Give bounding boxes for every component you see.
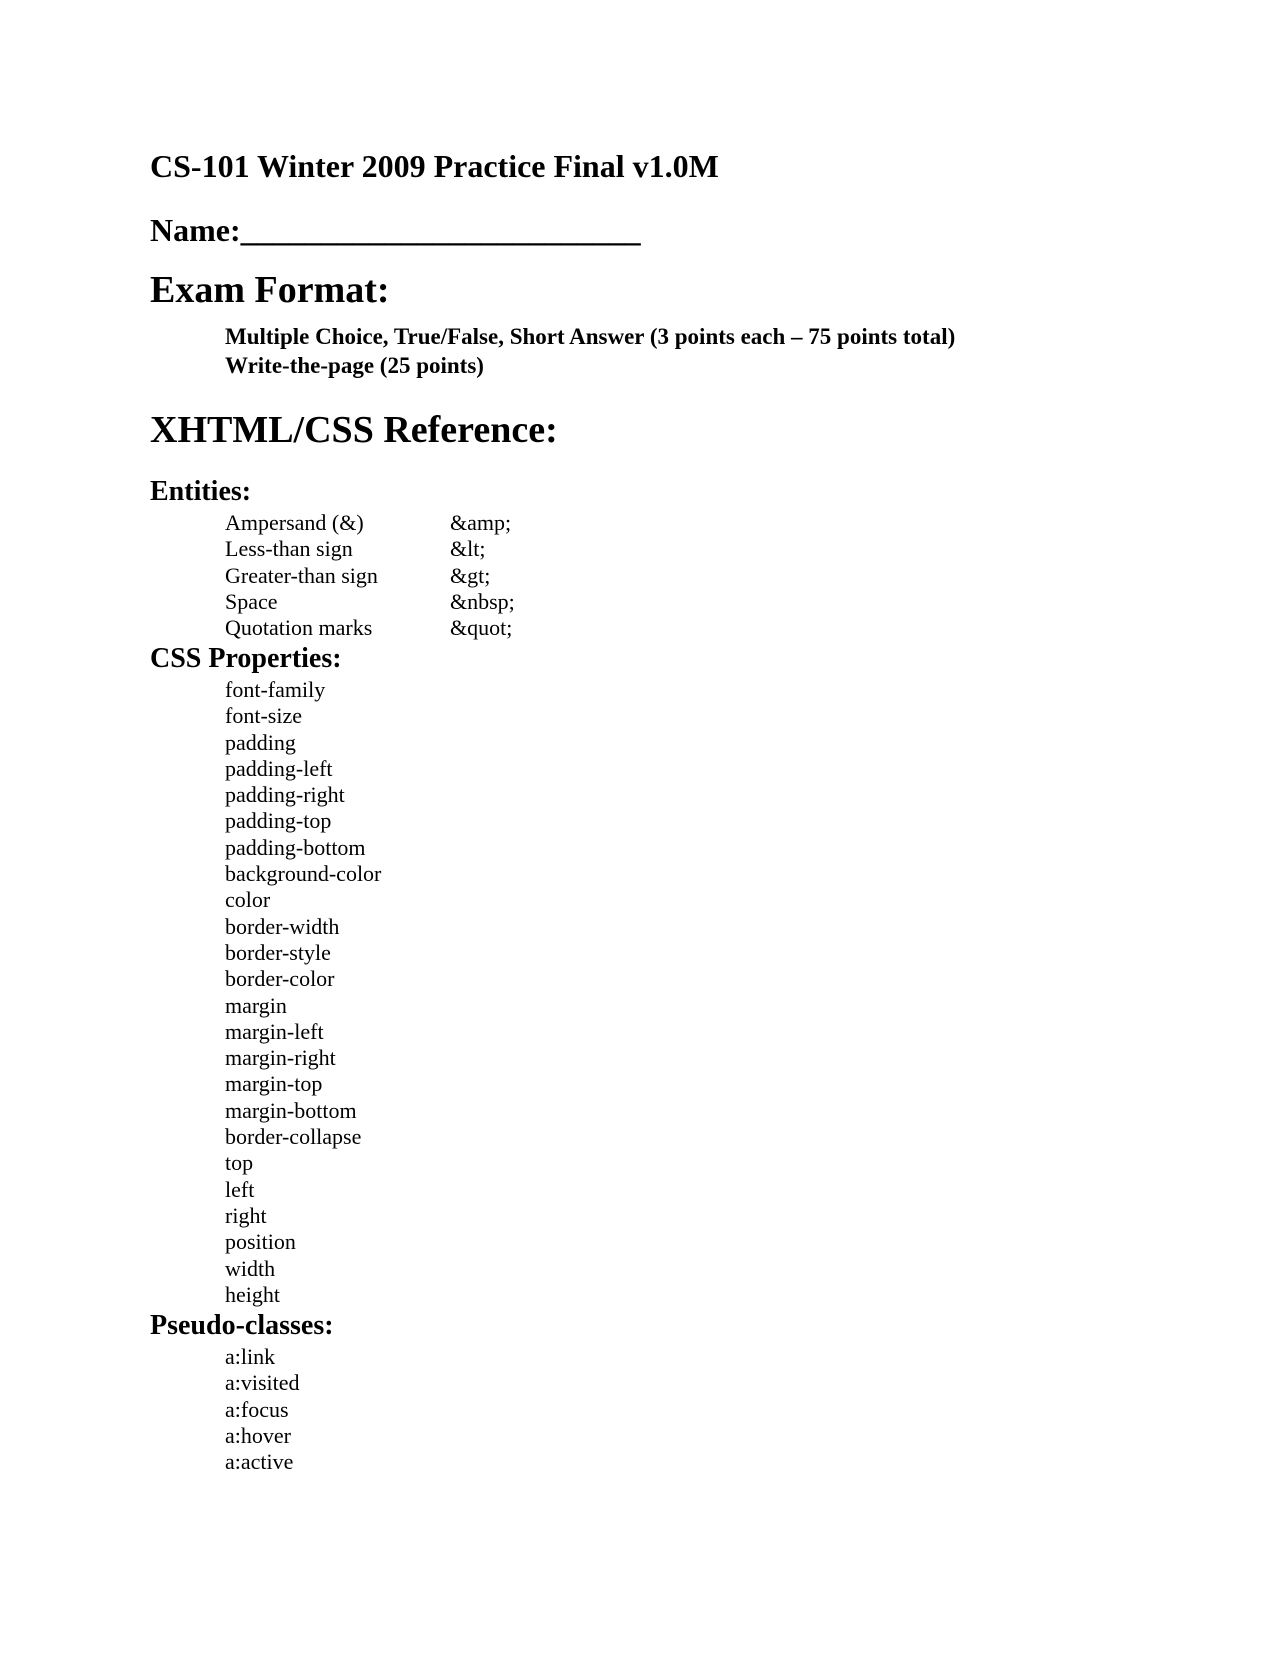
document-title: CS-101 Winter 2009 Practice Final v1.0M — [150, 148, 719, 184]
entity-name: Less-than sign — [225, 536, 353, 562]
pseudo-class-item: a:link — [225, 1344, 276, 1369]
entity-name: Quotation marks — [225, 615, 373, 641]
css-property-item: padding — [225, 729, 296, 755]
css-property-item: font-family — [225, 677, 326, 702]
exam-format-details — [225, 322, 955, 380]
css-property-item: padding-top — [225, 808, 332, 834]
css-property-item: padding-right — [225, 782, 345, 808]
pseudo-classes-list — [225, 1344, 300, 1475]
pseudo-class-item: a:visited — [225, 1370, 300, 1396]
name-field-label: Name:_________________________ — [150, 212, 641, 248]
css-property-item: margin-top — [225, 1071, 323, 1097]
entities-heading: Entities: — [150, 476, 252, 507]
css-property-item: border-collapse — [225, 1124, 362, 1150]
entity-name: Space — [225, 588, 278, 614]
reference-heading: XHTML/CSS Reference: — [150, 409, 558, 451]
entity-name: Greater-than sign — [225, 562, 378, 588]
css-property-item: top — [225, 1150, 254, 1176]
css-property-item: height — [225, 1281, 280, 1307]
css-property-item: padding-left — [225, 755, 333, 781]
css-property-item: right — [225, 1202, 267, 1228]
css-property-item: width — [225, 1255, 276, 1281]
css-property-item: left — [225, 1176, 255, 1202]
css-properties-heading: CSS Properties: — [150, 643, 342, 674]
css-property-item: padding-bottom — [225, 834, 366, 860]
css-property-item: margin — [225, 992, 287, 1018]
css-property-item: font-size — [225, 703, 302, 729]
pseudo-class-item: a:active — [225, 1449, 294, 1475]
exam-format-heading: Exam Format: — [150, 269, 390, 311]
css-property-item: position — [225, 1229, 296, 1255]
pseudo-classes-heading: Pseudo-classes: — [150, 1310, 334, 1341]
css-property-item: border-color — [225, 966, 335, 992]
css-property-item: border-style — [225, 939, 331, 965]
css-property-item: margin-bottom — [225, 1097, 357, 1123]
css-property-item: margin-left — [225, 1018, 324, 1044]
pseudo-class-item: a:focus — [225, 1396, 289, 1422]
entity-code: &quot; — [450, 615, 513, 641]
entity-name: Ampersand (&) — [225, 510, 364, 535]
css-property-item: margin-right — [225, 1045, 336, 1071]
entity-code: &nbsp; — [450, 588, 515, 614]
entity-code: &lt; — [450, 536, 486, 562]
entity-code: &gt; — [450, 562, 491, 588]
css-property-item: color — [225, 887, 271, 913]
css-property-item: border-width — [225, 913, 340, 939]
css-properties-list — [225, 677, 381, 1308]
entity-code: &amp; — [450, 510, 512, 535]
exam-format-line: Write-the-page (25 points) — [225, 353, 484, 378]
pseudo-class-item: a:hover — [225, 1422, 291, 1448]
css-property-item: background-color — [225, 861, 382, 887]
exam-format-line: Multiple Choice, True/False, Short Answer (3 points each – 75 points total) — [225, 324, 956, 349]
